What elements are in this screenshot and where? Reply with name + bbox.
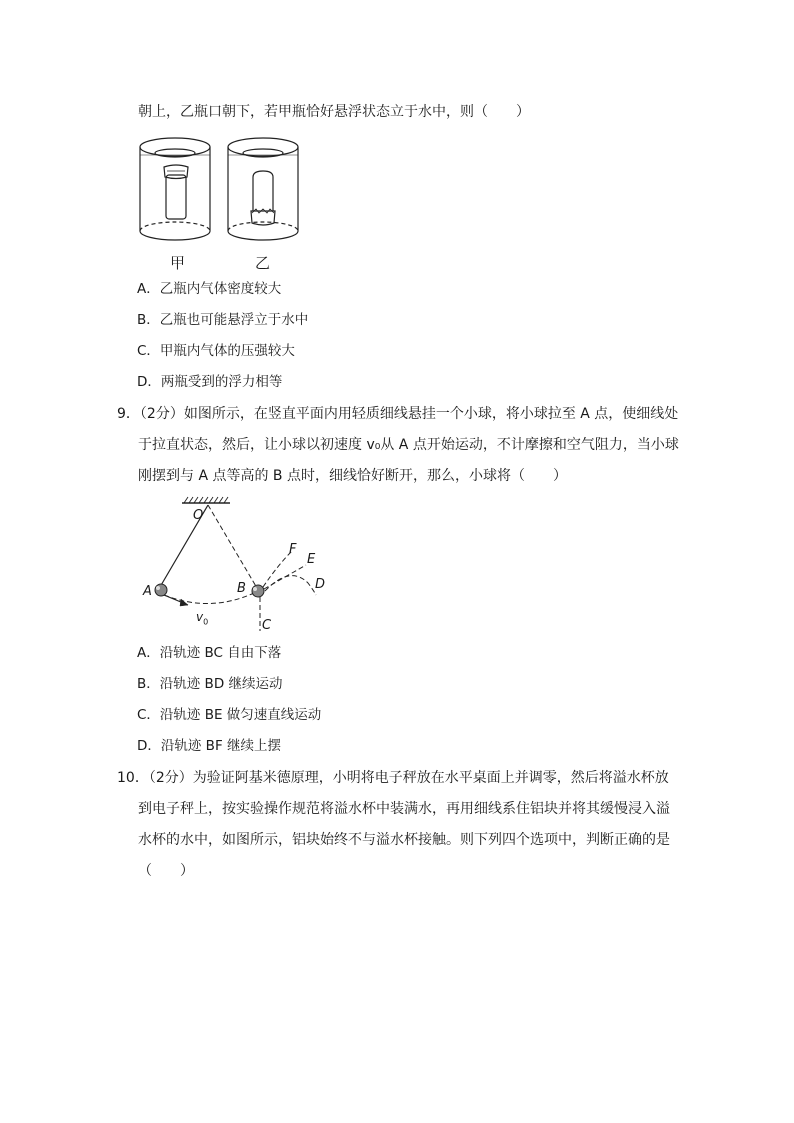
q9-option-d: D．沿轨迹 BF 继续上摆	[137, 738, 282, 754]
q9-stem-line3: 刚摆到与 A 点等高的 B 点时，细线恰好断开，那么，小球将（ ）	[138, 468, 567, 484]
q9-option-b: B．沿轨迹 BD 继续运动	[137, 676, 283, 692]
q9-pendulum-figure	[130, 495, 350, 640]
q8-stem-tail: 朝上，乙瓶口朝下，若甲瓶恰好悬浮状态立于水中，则（ ）	[138, 104, 530, 120]
label-o: O	[193, 508, 204, 523]
q9-stem-line2: 于拉直状态，然后，让小球以初速度 v₀从 A 点开始运动，不计摩擦和空气阻力，当小球	[138, 437, 679, 453]
q8-label-yi: 乙	[255, 254, 271, 272]
label-v0: $v_0$	[196, 610, 209, 627]
q8-label-jia: 甲	[170, 254, 186, 272]
label-c: C	[262, 618, 272, 633]
label-d: D	[315, 577, 326, 592]
label-f: F	[289, 542, 297, 557]
q8-option-a: A．乙瓶内气体密度较大	[137, 281, 282, 297]
q8-option-d: D．两瓶受到的浮力相等	[137, 374, 283, 390]
q8-option-b: B．乙瓶也可能悬浮立于水中	[137, 312, 309, 328]
q9-stem-line1: 9．（2分）如图所示，在竖直平面内用轻质细线悬挂一个小球，将小球拉至 A 点，使细线处	[117, 406, 679, 422]
q10-stem-line3: 水杯的水中，如图所示，铝块始终不与溢水杯接触。则下列四个选项中，判断正确的是	[138, 832, 670, 848]
label-b: B	[237, 581, 246, 596]
q9-option-a: A．沿轨迹 BC 自由下落	[137, 645, 282, 661]
q10-stem-line2: 到电子秤上，按实验操作规范将溢水杯中装满水，再用细线系住铝块并将其缓慢浸入溢	[138, 801, 670, 817]
q10-stem-line1: 10．（2分）为验证阿基米德原理，小明将电子秤放在水平桌面上并调零，然后将溢水杯放	[117, 770, 669, 786]
label-e: E	[307, 552, 316, 567]
q10-stem-line4: （ ）	[138, 863, 194, 879]
q8-bottles-figure	[138, 133, 318, 263]
q8-option-c: C．甲瓶内气体的压强较大	[137, 343, 295, 359]
label-a: A	[143, 584, 152, 599]
q9-option-c: C．沿轨迹 BE 做匀速直线运动	[137, 707, 322, 723]
